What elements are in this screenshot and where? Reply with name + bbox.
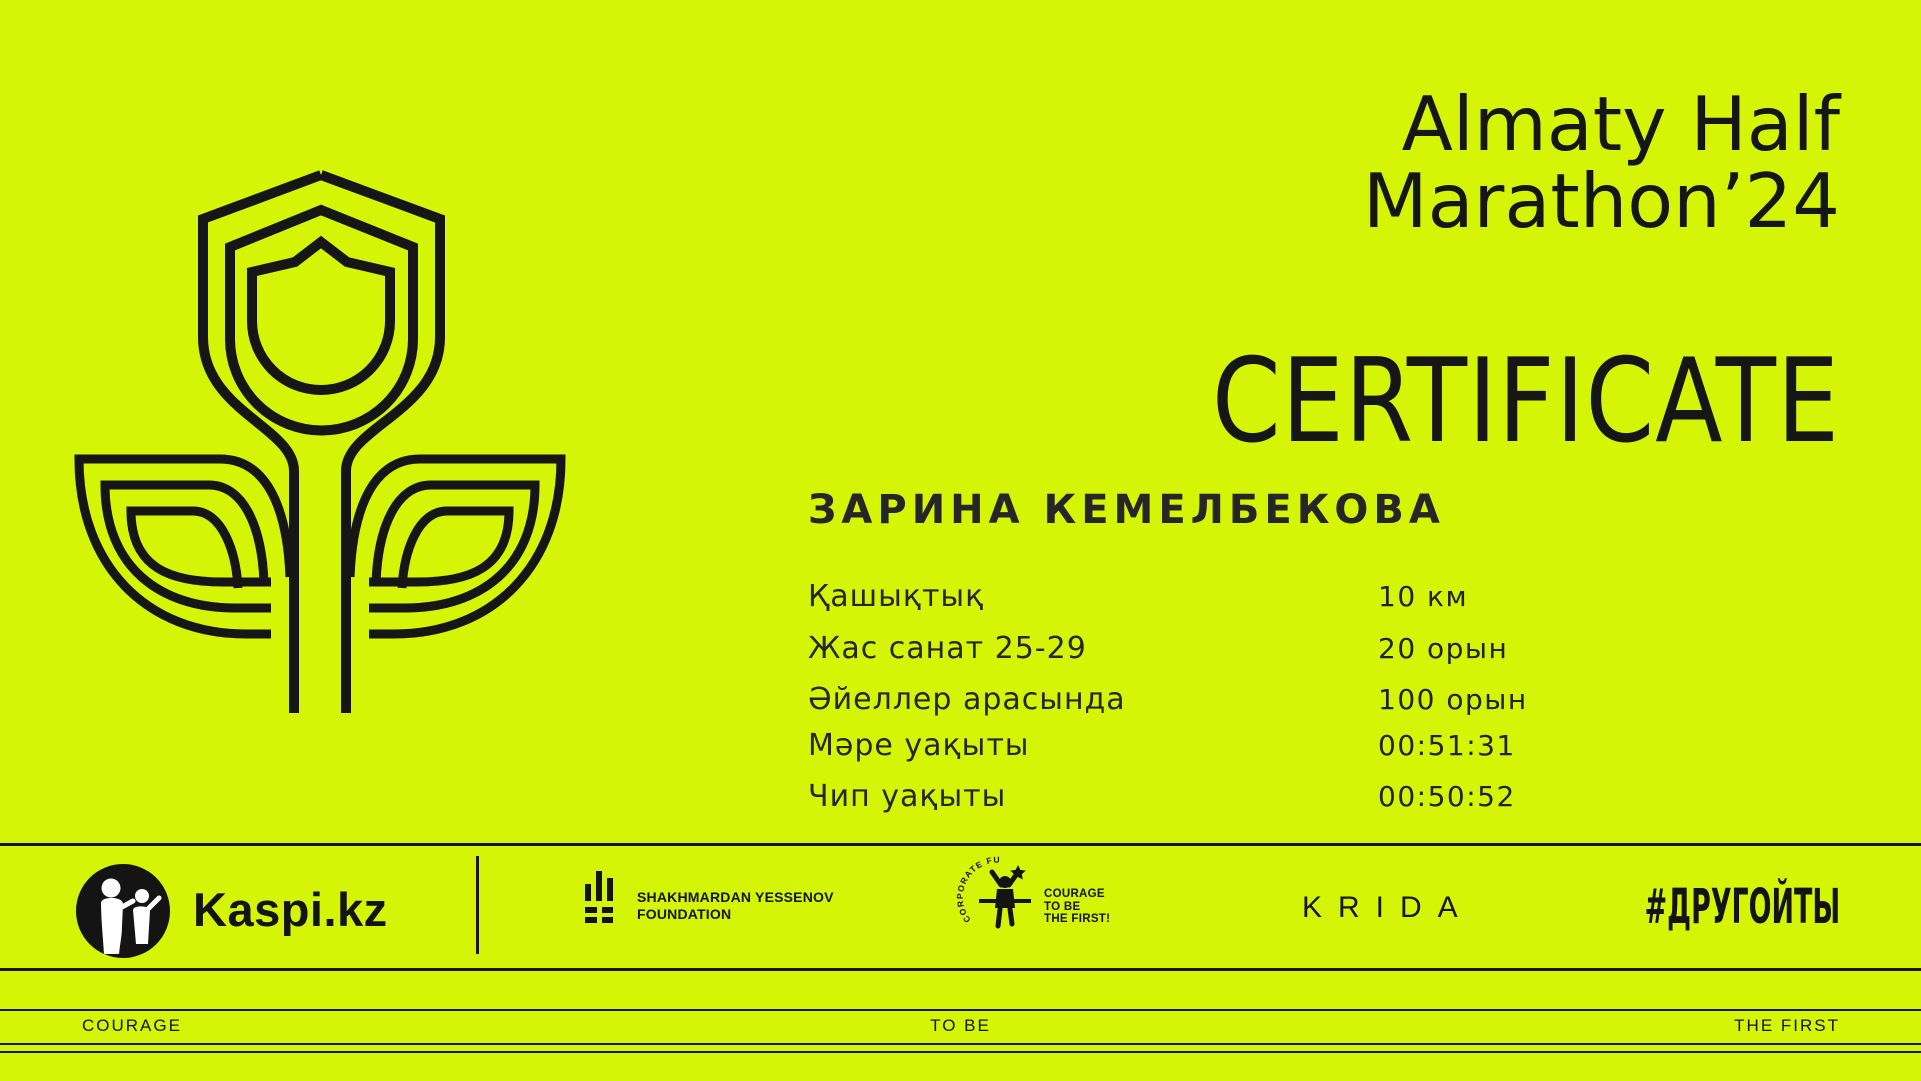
event-title bbox=[1362, 80, 1840, 245]
result-label-chip-time: Чип уақыты bbox=[808, 779, 1007, 814]
certificate-heading: CERTIFICATE bbox=[1211, 334, 1840, 469]
result-value-distance: 10 км bbox=[1378, 580, 1469, 613]
result-value-age-category-place: 20 орын bbox=[1378, 632, 1509, 665]
result-label-age-category: Жас санат 25-29 bbox=[808, 631, 1087, 666]
almaty-marathon-tulip-logo bbox=[73, 173, 567, 713]
result-value-chip-time: 00:50:52 bbox=[1378, 780, 1516, 813]
tulip-inner-shield bbox=[252, 242, 390, 390]
result-label-distance: Қашықтық bbox=[808, 579, 985, 614]
courage-fund-label bbox=[1044, 888, 1110, 926]
result-row bbox=[808, 579, 1840, 623]
kaspi-adult-head bbox=[102, 879, 121, 898]
event-title-line1: Almaty Half bbox=[1401, 80, 1840, 168]
kaspi-child-body bbox=[133, 906, 150, 944]
event-title-line2: Marathon’24 bbox=[1362, 157, 1840, 245]
runner-leg-right bbox=[1010, 909, 1012, 924]
result-row bbox=[808, 682, 1840, 726]
hashtag-drugoyty: #ДРУГОЙТЫ bbox=[1644, 879, 1840, 935]
svg-text:CORPORATE FUND bbox=[955, 850, 1001, 925]
leaf-right bbox=[350, 459, 561, 634]
result-label-finish-time: Мәре уақыты bbox=[808, 728, 1030, 763]
result-row bbox=[808, 631, 1840, 675]
recipient-name: ЗАРИНА КЕМЕЛБЕКОВА bbox=[808, 487, 1445, 533]
strip-line-3 bbox=[0, 1051, 1921, 1053]
strip-line-1 bbox=[0, 1009, 1921, 1011]
runner-torso bbox=[995, 889, 1015, 908]
strip-courage: COURAGE bbox=[82, 1016, 182, 1035]
kaspi-wordmark: Kaspi.kz bbox=[193, 883, 388, 936]
runner-arm-right bbox=[1009, 872, 1018, 885]
strip-line-2 bbox=[0, 1043, 1921, 1045]
krida-wordmark: KRIDA bbox=[1302, 891, 1474, 924]
courage-fund-arc-text: CORPORATE FUND bbox=[954, 850, 1001, 925]
band-top-line bbox=[0, 843, 1921, 846]
yessenov-foundation-label bbox=[637, 889, 834, 923]
band-divider-line bbox=[476, 856, 479, 954]
runner-leg-left bbox=[998, 909, 1000, 926]
band-bottom-line bbox=[0, 968, 1921, 971]
result-row bbox=[808, 779, 1840, 823]
runner-arm-left bbox=[992, 872, 1001, 885]
result-row bbox=[808, 728, 1840, 772]
finish-line-tape bbox=[979, 899, 1031, 903]
result-value-among-women-place: 100 орын bbox=[1378, 683, 1528, 716]
yessenov-line1: SHAKHMARDAN YESSENOV bbox=[637, 889, 834, 905]
courage-fund-line3: THE FIRST! bbox=[1044, 913, 1111, 925]
courage-fund-line2: TO BE bbox=[1044, 900, 1081, 913]
kaspi-child-head bbox=[135, 889, 149, 903]
result-label-among-women: Әйеллер арасында bbox=[808, 682, 1126, 717]
yessenov-foundation-icon bbox=[585, 871, 613, 923]
strip-the-first: THE FIRST bbox=[1734, 1016, 1840, 1035]
strip-to-be: TO BE bbox=[930, 1016, 991, 1035]
yessenov-line2: FOUNDATION bbox=[637, 906, 732, 922]
kaspi-logo-icon bbox=[76, 864, 170, 958]
result-value-finish-time: 00:51:31 bbox=[1378, 729, 1516, 762]
courage-fund-icon bbox=[954, 850, 1047, 942]
courage-fund-line1: COURAGE bbox=[1044, 888, 1105, 900]
